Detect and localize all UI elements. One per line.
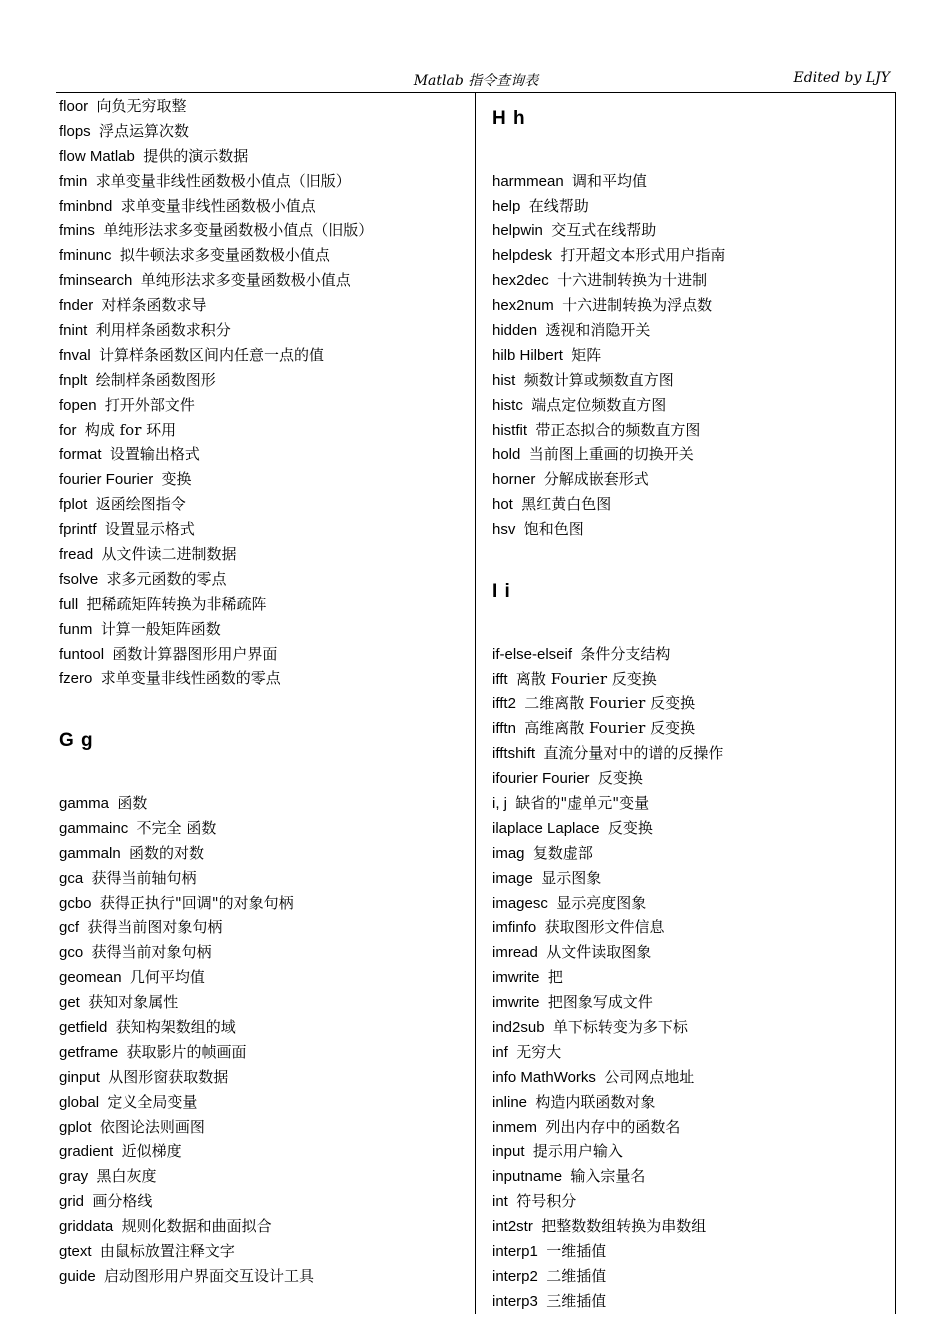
command-entry [492,318,887,343]
command-entry [59,194,469,219]
command-entry [59,666,469,691]
command-entry [59,1164,469,1189]
blank-line [59,691,469,716]
command-description: 向负无穷取整 [96,97,187,115]
command-description: 提示用户输入 [532,1142,623,1161]
command-entry [492,816,887,841]
command-description: 频数计算或频数直方图 [523,370,674,389]
command-description: 打开超文本形式用户指南 [560,246,726,265]
command-name: full [59,595,79,613]
right-column [492,94,887,1314]
command-entry [59,841,469,866]
command-name: for [59,421,77,439]
command-description: 不完全 函数 [136,818,217,837]
command-description: 十六进制转换为浮点数 [562,296,713,315]
command-name: fmins [59,222,95,240]
command-description: 无穷大 [516,1042,562,1061]
command-description: 依图论法则画图 [99,1117,205,1136]
command-name: fnval [59,346,91,364]
command-name: imwrite [492,994,540,1012]
command-description: 获得当前对象句柄 [91,943,212,962]
command-name: fnplt [59,371,88,389]
command-name: gplot [59,1118,92,1136]
right-border [895,92,896,1314]
command-name: geomean [59,969,122,987]
command-name: gcf [59,919,80,937]
command-name: getfield [59,1018,108,1036]
command-description: 透视和消隐开关 [545,321,651,340]
command-name: imagesc [492,894,548,912]
command-name: helpwin [492,222,543,240]
command-description: 构造内联函数对象 [535,1092,656,1111]
command-name: gammainc [59,819,129,837]
command-name: grid [59,1193,85,1211]
command-name: ind2sub [492,1018,545,1036]
command-name: inline [492,1093,528,1111]
command-description: 当前图上重画的切换开关 [528,445,694,464]
command-description: 求多元函数的零点 [106,569,227,588]
command-name: hilb Hilbert [492,346,563,364]
command-name: gradient [59,1143,114,1161]
command-entry [59,343,469,368]
command-entry [59,1065,469,1090]
command-entry [492,1090,887,1115]
command-name: inputname [492,1168,563,1186]
command-entry [492,194,887,219]
command-description: 十六进制转换为十进制 [557,271,708,290]
command-name: gco [59,944,84,962]
section-heading: H h [492,108,526,129]
blank-line [492,542,887,567]
command-description: 启动图形用户界面交互设计工具 [104,1266,315,1285]
command-entry [59,243,469,268]
command-description: 从文件读二进制数据 [101,545,237,564]
command-description: 获取影片的帧画面 [126,1042,247,1061]
command-description: 显示亮度图象 [556,893,647,912]
command-entry [59,1189,469,1214]
command-entry [492,343,887,368]
command-entry [59,1115,469,1140]
command-entry [492,368,887,393]
command-entry [59,642,469,667]
command-name: gcbo [59,894,92,912]
command-description: 获取图形文件信息 [544,918,665,937]
command-description: 近似梯度 [121,1142,182,1161]
command-description: 饱和色图 [523,520,584,539]
command-description: 一维插值 [546,1242,607,1260]
command-name: fread [59,546,94,564]
command-name: fsolve [59,570,99,588]
command-name: hidden [492,322,538,340]
command-entry [59,418,469,443]
command-name: format [59,446,102,464]
command-description: 拟牛顿法求多变量函数极小值点 [119,246,330,265]
command-name: flow Matlab [59,147,135,165]
command-entry [492,915,887,940]
command-entry [59,1040,469,1065]
command-entry [492,293,887,318]
left-column [59,94,469,1289]
blank-line [492,144,887,169]
command-entry [492,1189,887,1214]
command-name: flops [59,122,91,140]
command-name: floor [59,98,89,115]
command-description: 分解成嵌套形式 [543,470,649,489]
command-description: 获知对象属性 [88,993,179,1012]
command-description: 带正态拟合的频数直方图 [535,420,701,439]
command-name: imfinfo [492,919,537,937]
command-entry [492,243,887,268]
command-description: 把整数数组转换为串数组 [541,1217,707,1236]
command-name: getframe [59,1043,119,1061]
command-entry [59,592,469,617]
command-name: int [492,1193,508,1211]
command-description: 求单变量非线性函数极小值点 [120,196,316,215]
command-description: 获得当前轴句柄 [91,868,197,887]
command-name: guide [59,1267,96,1285]
command-name: hist [492,371,516,389]
command-description: 打开外部文件 [104,395,195,414]
command-entry [492,169,887,194]
page-header [56,66,896,92]
command-name: hot [492,496,513,514]
command-description: 求单变量非线性函数的零点 [100,669,281,688]
command-description: 反变换 [607,818,653,837]
command-description: 单下标转变为多下标 [552,1017,688,1036]
command-name: int2str [492,1218,533,1236]
command-name: fzero [59,670,93,688]
command-entry [492,841,887,866]
command-description: 计算样条函数区间内任意一点的值 [99,345,325,364]
command-name: i, j [492,794,507,812]
command-name: gtext [59,1242,92,1260]
command-description: 构成 for 环用 [84,420,177,439]
command-entry [492,1065,887,1090]
command-name: interp2 [492,1267,538,1285]
command-entry [59,965,469,990]
command-name: fourier Fourier [59,471,154,489]
command-description: 离散 Fourier 反变换 [515,669,657,688]
command-entry [59,617,469,642]
header-rule [56,92,896,93]
command-description: 反变换 [597,769,643,788]
command-description: 条件分支结构 [580,644,671,663]
command-name: input [492,1143,525,1161]
command-name: ifftn [492,720,516,738]
command-entry [59,492,469,517]
command-name: ifftshift [492,745,536,763]
command-entry [59,891,469,916]
command-entry [59,1015,469,1040]
section-heading: I i [492,580,511,602]
command-entry [492,891,887,916]
command-name: ifft2 [492,695,516,713]
command-entry [492,741,887,766]
command-entry [492,716,887,741]
command-name: hex2num [492,297,554,315]
command-name: info MathWorks [492,1068,596,1086]
command-name: imwrite [492,969,540,987]
command-name: interp1 [492,1243,538,1260]
command-entry [59,442,469,467]
command-name: fprintf [59,521,97,539]
command-entry [59,542,469,567]
command-name: gammaln [59,844,121,862]
command-entry [492,766,887,791]
command-entry [492,1015,887,1040]
command-entry [492,1139,887,1164]
command-entry [59,1139,469,1164]
command-description: 获得正执行"回调"的对象句柄 [99,893,294,912]
command-name: funm [59,620,93,638]
command-description: 直流分量对中的谱的反操作 [543,744,724,763]
command-entry [59,268,469,293]
command-name: inmem [492,1118,538,1136]
command-entry [59,915,469,940]
blank-line [59,766,469,791]
command-name: gamma [59,794,110,812]
command-entry [59,169,469,194]
command-name: image [492,869,533,887]
command-entry [59,517,469,542]
command-entry [492,442,887,467]
command-description: 几何平均值 [129,968,205,987]
command-entry [59,368,469,393]
command-entry [59,990,469,1015]
command-name: imag [492,844,525,862]
command-entry [492,866,887,891]
command-name: ifft [492,670,508,688]
section-heading: G g [59,730,94,752]
command-entry [59,567,469,592]
command-description: 把 [547,968,563,987]
command-description: 三维插值 [546,1291,607,1310]
command-name: fminbnd [59,197,113,215]
command-entry [492,940,887,965]
command-description: 把图象写成文件 [547,993,653,1012]
command-entry [492,418,887,443]
command-description: 黑红黄白色图 [521,495,612,514]
command-name: ifourier Fourier [492,770,590,788]
command-name: fminunc [59,247,112,265]
command-description: 从图形窗获取数据 [108,1067,229,1086]
command-entry [59,816,469,841]
command-name: inf [492,1043,508,1061]
command-entry [492,393,887,418]
header-title: Matlab 指令查询表 [413,73,539,89]
command-name: histc [492,396,523,414]
command-description: 由鼠标放置注释文字 [99,1241,235,1260]
command-description: 把稀疏矩阵转换为非稀疏阵 [86,594,267,613]
command-entry [492,1214,887,1239]
command-entry [492,691,887,716]
command-description: 画分格线 [92,1192,153,1211]
command-description: 调和平均值 [572,171,648,190]
command-entry [59,293,469,318]
command-description: 变换 [161,470,192,489]
command-entry [492,1164,887,1189]
command-description: 提供的演示数据 [143,146,249,165]
command-name: ginput [59,1068,100,1086]
command-description: 绘制样条函数图形 [95,370,216,389]
command-description: 端点定位频数直方图 [531,395,667,414]
command-entry [492,1115,887,1140]
command-entry [59,1264,469,1289]
command-name: histfit [492,421,528,439]
command-description: 二维插值 [546,1266,607,1285]
command-name: ilaplace Laplace [492,819,600,837]
command-entry [59,218,469,243]
command-name: gray [59,1168,89,1186]
command-entry [59,1214,469,1239]
command-entry [492,218,887,243]
command-name: help [492,197,521,215]
command-entry [492,517,887,542]
command-description: 返函绘图指令 [95,495,186,514]
header-author: Edited by LJY [793,70,890,86]
command-entry [492,492,887,517]
command-description: 公司网点地址 [604,1067,695,1086]
command-entry [492,642,887,667]
command-entry [492,1264,887,1289]
command-name: gca [59,869,84,887]
command-description: 黑白灰度 [96,1167,157,1186]
command-entry [59,318,469,343]
command-entry [59,791,469,816]
command-name: fopen [59,396,97,414]
command-entry [59,1239,469,1264]
command-description: 高维离散 Fourier 反变换 [524,719,696,738]
command-entry [492,467,887,492]
command-entry [492,1289,887,1314]
command-name: harmmean [492,172,564,190]
command-description: 矩阵 [571,345,602,364]
command-entry [59,1090,469,1115]
command-description: 显示图象 [541,868,602,887]
command-name: imread [492,944,538,962]
command-description: 单纯形法求多变量函数极小值点 [140,271,351,290]
command-name: if-else-elseif [492,645,573,663]
command-description: 设置输出格式 [109,445,200,464]
command-name: fminsearch [59,272,133,290]
command-name: horner [492,471,536,489]
command-description: 输入宗量名 [570,1167,646,1186]
command-description: 利用样条函数求积分 [95,321,231,340]
command-entry [59,144,469,169]
command-name: get [59,994,80,1012]
command-description: 缺省的"虚单元"变量 [515,793,650,812]
command-description: 规则化数据和曲面拟合 [121,1217,272,1236]
command-name: interp3 [492,1292,538,1310]
command-description: 函数的对数 [129,843,205,862]
column-divider [475,92,476,1314]
command-description: 符号积分 [516,1192,577,1211]
command-name: hold [492,446,521,464]
command-entry [59,866,469,891]
command-description: 获知构架数组的域 [115,1017,236,1036]
command-entry [492,791,887,816]
blank-line [492,617,887,642]
command-name: funtool [59,645,105,663]
command-description: 单纯形法求多变量函数极小值点（旧版） [103,221,374,240]
command-entry [59,119,469,144]
command-entry [492,1040,887,1065]
command-description: 复数虚部 [532,843,593,862]
command-description: 在线帮助 [528,196,589,215]
command-description: 设置显示格式 [104,520,195,539]
command-description: 对样条函数求导 [101,296,207,315]
command-name: hex2dec [492,272,549,290]
command-description: 求单变量非线性函数极小值点（旧版） [95,171,351,190]
command-entry [59,940,469,965]
command-entry [492,667,887,692]
command-entry [59,393,469,418]
command-name: fmin [59,172,88,190]
command-description: 获得当前图对象句柄 [87,918,223,937]
command-entry [492,268,887,293]
command-name: hsv [492,521,516,539]
command-entry [59,94,469,119]
command-description: 二维离散 Fourier 反变换 [524,694,696,713]
command-entry [492,965,887,990]
command-description: 列出内存中的函数名 [545,1117,681,1136]
command-entry [492,1239,887,1264]
command-name: griddata [59,1218,114,1236]
command-description: 函数 [117,793,148,812]
command-description: 函数计算器图形用户界面 [112,644,278,663]
command-entry [59,467,469,492]
command-name: fnint [59,322,88,340]
command-description: 交互式在线帮助 [551,221,657,240]
command-name: global [59,1093,100,1111]
command-description: 计算一般矩阵函数 [100,619,221,638]
command-entry [492,990,887,1015]
command-description: 浮点运算次数 [99,121,190,140]
command-name: fplot [59,496,88,514]
command-description: 从文件读取图象 [546,943,652,962]
command-description: 定义全局变量 [107,1092,198,1111]
command-name: fnder [59,297,94,315]
command-name: helpdesk [492,247,553,265]
